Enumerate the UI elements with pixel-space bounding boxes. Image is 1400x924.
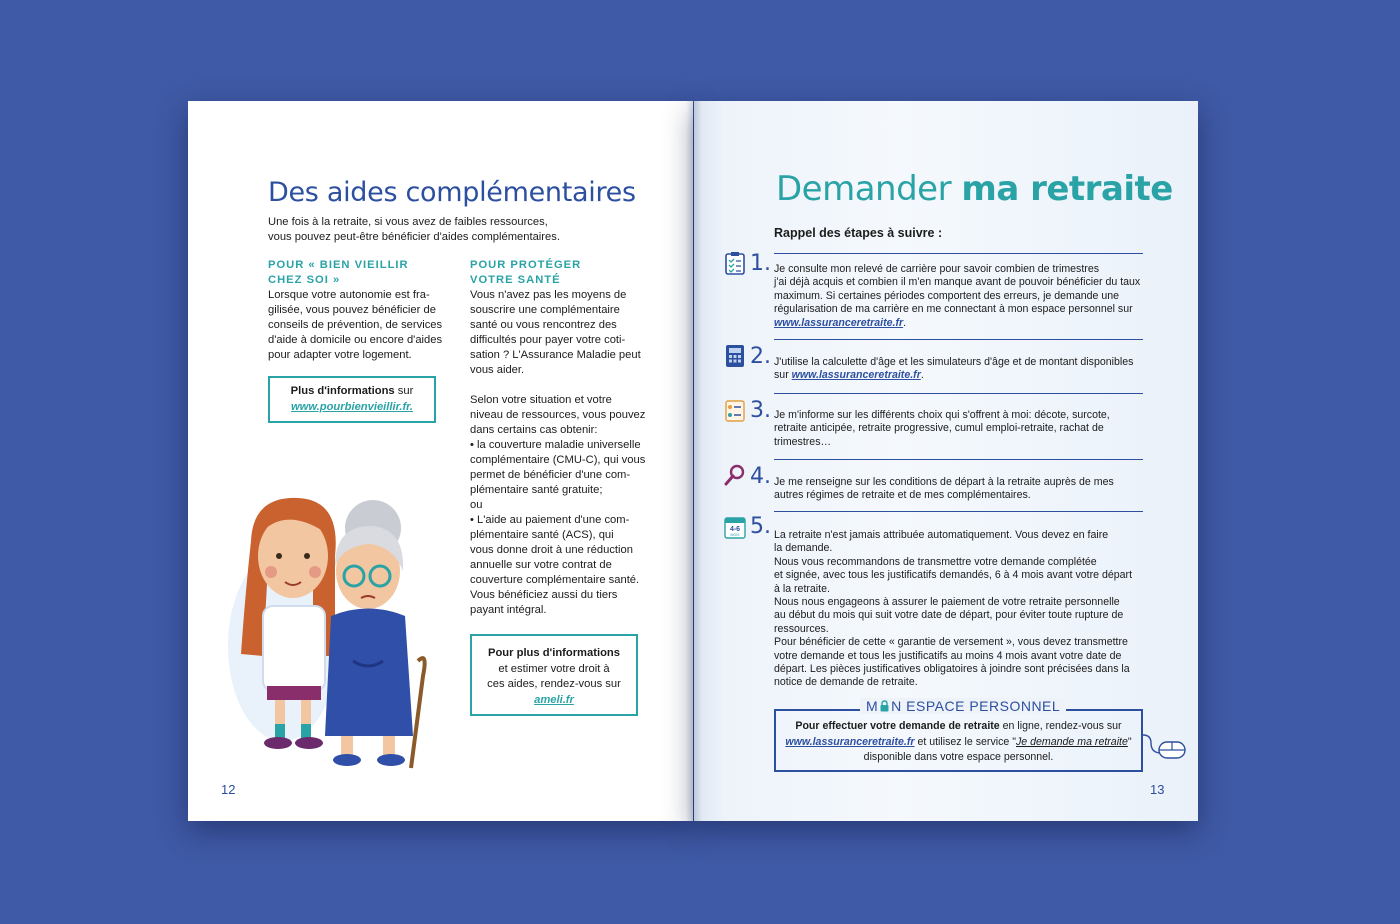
col2-text-line — [470, 378, 650, 393]
left-page — [188, 101, 693, 821]
col2-text-line: permet de bénéficier d'une com- — [470, 469, 631, 481]
walking-cane — [411, 658, 425, 768]
step-text-5 — [774, 529, 1146, 690]
step-line: Pour bénéficier de cette « garantie de versement », vous devez transmettre — [774, 636, 1128, 649]
step-line: à la retraite. — [774, 582, 830, 595]
col2-text-line: couverture complémentaire santé. — [470, 574, 640, 586]
step-line: trimestres… — [774, 435, 832, 448]
col1-text-line: conseils de prévention, de services — [268, 319, 443, 331]
info-box-line — [270, 384, 434, 400]
col2-text-line: dans certains cas obtenir: — [470, 424, 598, 436]
nurse-shoe — [295, 737, 323, 749]
col1-text-line: Lorsque votre autonomie est fra- — [268, 289, 430, 301]
col2-text-line: sation ? L'Assurance Maladie peut — [470, 349, 641, 361]
nurse-eye — [276, 553, 282, 559]
col2-text-line: santé ou vous rencontrez des — [470, 319, 617, 331]
step-line: et signée, avec tous les justificatifs demandés, 6 à 4 mois avant votre départ — [774, 569, 1133, 582]
col2-text-line: difficultés pour payer votre coti- — [470, 334, 626, 346]
step-line: la demande. — [774, 542, 833, 555]
espace-title-part: N ESPACE PERSONNEL — [891, 698, 1061, 714]
col2-text-line: vous aider. — [470, 364, 525, 376]
step-link-line — [774, 369, 1146, 382]
step-text-3 — [774, 409, 1146, 449]
divider — [774, 511, 1143, 512]
intro-line: Une fois à la retraite, si vous avez de faibles ressources, — [268, 216, 548, 228]
options-list-icon — [724, 399, 746, 423]
right-page-title — [776, 169, 1173, 209]
info-box-ameli — [470, 634, 638, 716]
col2-body — [470, 288, 650, 618]
svg-text:4-6: 4-6 — [729, 526, 741, 533]
espace-text: en ligne, rendez-vous sur — [999, 720, 1122, 732]
column-proteger-sante — [470, 258, 650, 618]
step-line: régularisation de ma carrière en me connectant à mon espace personnel sur — [774, 303, 1133, 316]
divider — [774, 253, 1143, 254]
step-line: retraite anticipée, retraite progressive, cumul emploi-retraite, rachat de — [774, 422, 1104, 435]
info-box-line: ces aides, rendez-vous sur — [487, 678, 621, 690]
divider — [774, 459, 1143, 460]
col2-text-line: payant intégral. — [470, 604, 547, 616]
link-lassuranceretraite[interactable]: www.lassuranceretraite.fr — [791, 369, 921, 382]
step-line: Je m'informe sur les différents choix qui s'offrent à moi: décote, surcote, — [774, 409, 1110, 421]
computer-mouse-icon — [1143, 723, 1189, 761]
steps-subtitle: Rappel des étapes à suivre : — [774, 226, 943, 240]
lock-icon — [879, 700, 890, 712]
step-line: maximum. Si certaines périodes comportent des erreurs, je demande une — [774, 289, 1120, 302]
col2-text-line: souscrire une complémentaire — [470, 304, 620, 316]
info-box-bold: Plus d'informations — [290, 385, 395, 397]
link-ameli[interactable]: ameli.fr — [534, 693, 574, 706]
col2-text-line: complémentaire (CMU-C), qui vous — [470, 454, 646, 466]
col2-text-line: • la couverture maladie universelle — [470, 439, 641, 451]
info-box-line: et estimer votre droit à — [498, 662, 610, 675]
step-line: votre demande et tous les justificatifs au moins 4 mois avant votre date de — [774, 649, 1122, 662]
step-line: Nous nous engageons à assurer le paiement de votre retraite personnelle — [774, 596, 1120, 609]
col1-text-line: pour adapter votre logement. — [268, 349, 412, 361]
nurse-shoe — [264, 737, 292, 749]
link-pourbienvieillir[interactable]: www.pourbienvieillir.fr. — [290, 400, 414, 413]
step-line: J'utilise la calculette d'âge et les simulateurs d'âge et de montant disponibles — [774, 356, 1134, 368]
divider — [774, 393, 1143, 394]
step-line: départ. Les pièces justificatives obligatoires à joindre sont précisées dans la — [774, 663, 1130, 676]
col2-text-line: annuelle sur votre contrat de — [470, 559, 612, 571]
step-link-suffix: . — [920, 369, 924, 382]
col1-heading-line: CHEZ SOI » — [268, 274, 341, 286]
espace-personnel-text — [782, 719, 1135, 766]
page-number-right: 13 — [1150, 782, 1165, 797]
col2-heading — [470, 258, 650, 288]
left-page-title: Des aides complémentaires — [268, 177, 636, 208]
calendar-4-6-mois-icon — [724, 515, 746, 539]
info-box-pourbienvieillir — [268, 376, 436, 423]
espace-text: " — [1127, 735, 1132, 748]
col2-text-line: niveau de ressources, vous pouvez — [470, 409, 646, 421]
title-bold: ma retraite — [961, 169, 1173, 209]
nurse-cheek — [265, 566, 277, 578]
col2-text-line: vous donne droit à une réduction — [470, 544, 633, 556]
intro-line: vous pouvez peut-être bénéficier d'aides complémentaires. — [268, 231, 560, 244]
page-number-left: 12 — [221, 782, 236, 797]
clipboard-checklist-icon — [724, 251, 746, 275]
elder-slipper — [333, 754, 361, 766]
col1-heading-line: POUR « BIEN VIEILLIR — [268, 259, 409, 271]
step-text-1 — [774, 263, 1146, 330]
step-line: au début du mois qui suit votre date de départ, pour éviter toute rupture de — [774, 609, 1124, 622]
info-box-line: Pour plus d'informations — [488, 647, 620, 659]
left-intro — [268, 215, 598, 246]
column-bien-vieillir — [268, 258, 443, 363]
service-name: Je demande ma retraite — [1016, 735, 1128, 748]
step-number: 3. — [750, 398, 771, 423]
right-page — [694, 101, 1198, 821]
col2-text-line: plémentaire santé gratuite; — [470, 484, 603, 496]
step-number: 5. — [750, 514, 771, 539]
divider — [774, 339, 1143, 340]
step-number: 4. — [750, 464, 771, 489]
col1-text-line: gilisée, vous pouvez bénéficier de — [268, 304, 436, 316]
step-number: 1. — [750, 251, 771, 276]
col2-text-line: • L'aide au paiement d'une com- — [470, 514, 630, 526]
col2-heading-line: VOTRE SANTÉ — [470, 274, 561, 286]
step-line: Je me renseigne sur les conditions de départ à la retraite auprès de mes — [774, 476, 1114, 488]
step-text-4 — [774, 476, 1146, 503]
col2-text-line: ou — [470, 499, 483, 511]
nurse-skirt — [267, 686, 321, 700]
step-link-suffix: . — [903, 316, 907, 329]
step-line: Je consulte mon relevé de carrière pour savoir combien de trimestres — [774, 263, 1100, 275]
step-line: notice de demande de retraite. — [774, 676, 918, 689]
espace-text: et utilisez le service " — [914, 735, 1016, 748]
title-regular: Demander — [776, 169, 962, 209]
step-link-line — [774, 317, 1146, 330]
link-lassuranceretraite[interactable]: www.lassuranceretraite.fr — [774, 316, 904, 329]
elder-slipper — [377, 754, 405, 766]
link-lassuranceretraite-espace[interactable]: www.lassuranceretraite.fr — [785, 735, 915, 748]
step-line: Nous vous recommandons de transmettre votre demande complétée — [774, 555, 1097, 568]
espace-bold: Pour effectuer votre demande de retraite — [795, 720, 1000, 732]
espace-text: disponible dans votre espace personnel. — [863, 751, 1054, 763]
step-line: ressources. — [774, 622, 829, 635]
col2-text-line: Vous bénéficiez aussi du tiers — [470, 589, 618, 601]
nurse-eye — [304, 553, 310, 559]
col1-heading — [268, 258, 443, 288]
calculator-icon — [724, 344, 746, 368]
step-number: 2. — [750, 344, 771, 369]
step-line: autres régimes de retraite et de mes complémentaires. — [774, 489, 1031, 502]
nurse-cheek — [309, 566, 321, 578]
nurse-coat — [263, 606, 325, 691]
col2-text-line: plémentaire santé (ACS), qui — [470, 529, 614, 541]
step-text-2 — [774, 356, 1146, 383]
col2-heading-line: POUR PROTÉGER — [470, 259, 582, 271]
caregiver-elderly-illustration — [223, 486, 453, 771]
elder-robe — [325, 609, 413, 737]
col1-text-line: d'aide à domicile ou encore d'aides — [268, 334, 443, 346]
step-link-prefix: sur — [774, 369, 792, 382]
espace-personnel-title — [860, 698, 1066, 714]
step-line: j'ai déjà acquis et combien il m'en manque avant de pouvoir bénéficier du taux — [774, 276, 1141, 289]
step-line: La retraite n'est jamais attribuée automatiquement. Vous devez en faire — [774, 529, 1109, 541]
col2-text-line: Vous n'avez pas les moyens de — [470, 289, 627, 301]
col2-text-line: Selon votre situation et votre — [470, 394, 612, 406]
info-box-rest: sur — [394, 385, 414, 397]
col1-body — [268, 288, 443, 363]
svg-text:MOIS: MOIS — [730, 533, 740, 537]
magnifier-icon — [724, 463, 746, 487]
espace-title-part: M — [866, 698, 879, 714]
book-gutter — [686, 101, 702, 821]
